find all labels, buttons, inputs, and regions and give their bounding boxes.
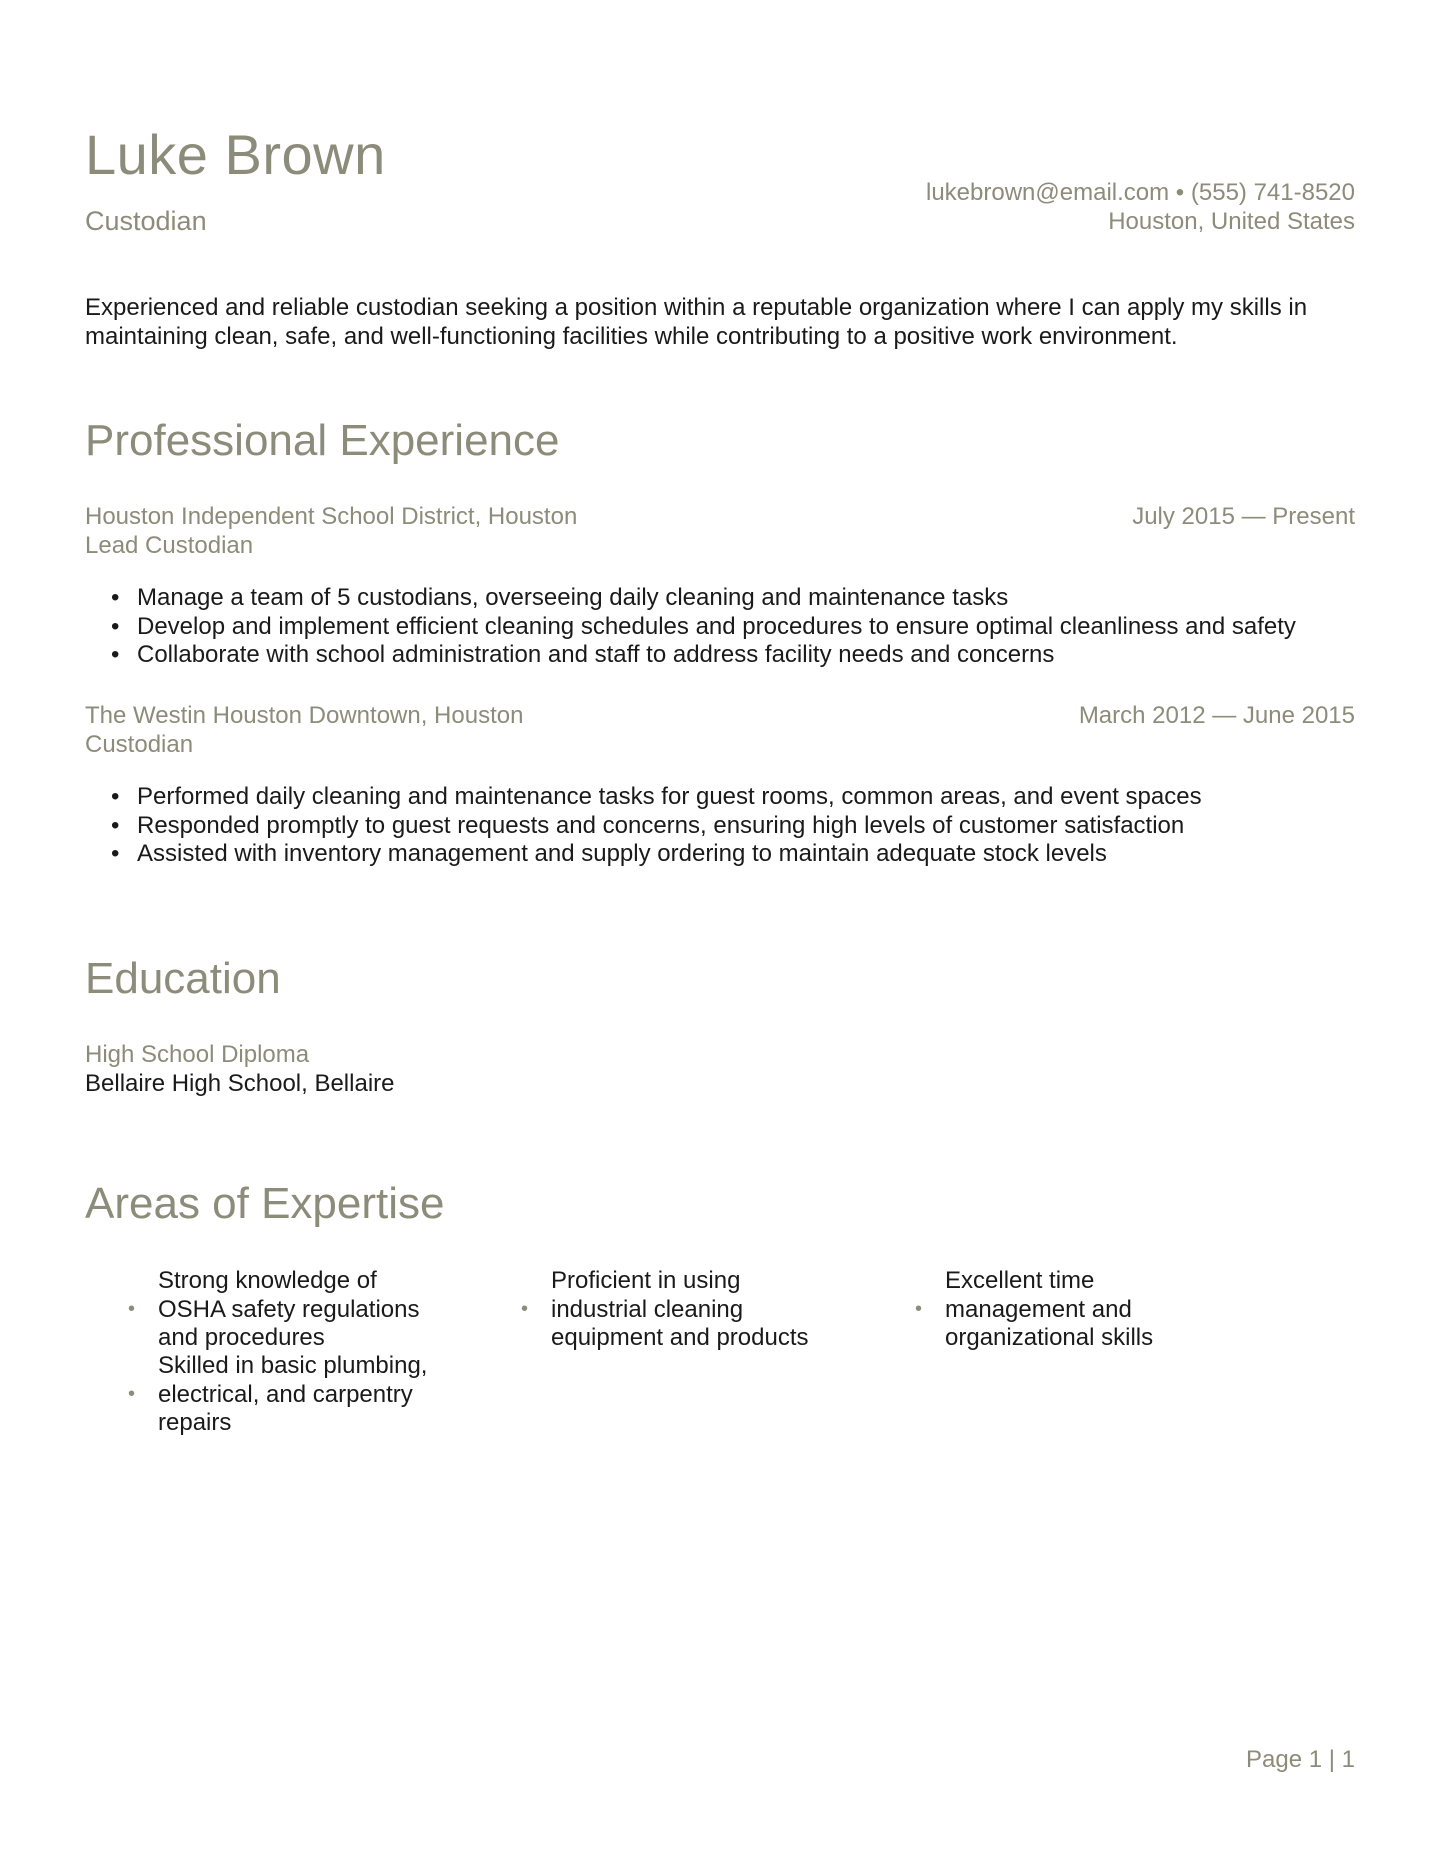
email-link[interactable]: lukebrown@email.com <box>926 179 1170 206</box>
job-entry <box>85 502 1355 670</box>
summary-text: Experienced and reliable custodian seeking a position within a reputable organization where I can apply my skills in maintaining clean, safe, and well-functioning facilities while contributing to a positive work environment. <box>85 294 1308 350</box>
phone-number[interactable]: (555) 741-8520 <box>1190 179 1355 206</box>
job-role: Lead Custodian <box>85 532 254 559</box>
expertise-text: Excellent time management and organizational skills <box>945 1267 1154 1351</box>
job-bullet: • Manage a team of 5 custodians, overseeing daily cleaning and maintenance tasks <box>85 584 1355 613</box>
page-number: Page 1 | 1 <box>1246 1746 1355 1773</box>
job-header <box>85 502 1355 560</box>
bullet-dot: • <box>521 1298 529 1320</box>
contact-block <box>926 178 1355 236</box>
resume-page <box>85 0 1355 1863</box>
expertise-item <box>521 1267 841 1353</box>
job-bullet-list <box>85 783 1355 869</box>
job-bullet: • Develop and implement efficient cleaning schedules and procedures to ensure optimal cleanliness and safety <box>85 613 1355 642</box>
job-dates: March 2012 — June 2015 <box>1078 702 1355 729</box>
section-heading-expertise: Areas of Expertise <box>85 1179 445 1228</box>
bullet-dot: • <box>128 1383 136 1405</box>
job-entry <box>85 701 1355 869</box>
contact-line <box>926 178 1355 207</box>
job-bullet: • Assisted with inventory management and supply ordering to maintain adequate stock levels <box>85 840 1355 869</box>
job-bullet-list <box>85 584 1355 670</box>
section-heading-experience: Professional Experience <box>85 416 560 465</box>
job-bullet: • Collaborate with school administration and staff to address facility needs and concerns <box>85 641 1355 670</box>
job-dates: July 2015 — Present <box>1132 503 1355 530</box>
job-company: The Westin Houston Downtown, Houston <box>85 702 524 729</box>
expertise-item <box>128 1352 448 1438</box>
job-bullet: • Responded promptly to guest requests and concerns, ensuring high levels of customer satisfaction <box>85 812 1355 841</box>
expertise-text: Strong knowledge of OSHA safety regulations and procedures <box>158 1267 420 1351</box>
education-entry <box>85 1040 395 1098</box>
candidate-name: Luke Brown <box>85 123 386 186</box>
bullet-dot: • <box>128 1298 136 1320</box>
location: Houston, United States <box>1108 208 1355 235</box>
separator-dot: • <box>1175 179 1185 206</box>
expertise-item <box>915 1267 1235 1353</box>
expertise-text: Skilled in basic plumbing, electrical, and carpentry repairs <box>158 1352 428 1436</box>
job-bullet: • Performed daily cleaning and maintenance tasks for guest rooms, common areas, and event spaces <box>85 783 1355 812</box>
bullet-dot: • <box>915 1298 923 1320</box>
education-degree: High School Diploma <box>85 1041 310 1068</box>
education-school: Bellaire High School, Bellaire <box>85 1070 395 1097</box>
job-role: Custodian <box>85 731 194 758</box>
candidate-title: Custodian <box>85 206 207 236</box>
section-heading-education: Education <box>85 954 281 1003</box>
job-company: Houston Independent School District, Houston <box>85 503 578 530</box>
job-header <box>85 701 1355 759</box>
expertise-text: Proficient in using industrial cleaning equipment and products <box>551 1267 809 1351</box>
expertise-item <box>128 1267 448 1353</box>
